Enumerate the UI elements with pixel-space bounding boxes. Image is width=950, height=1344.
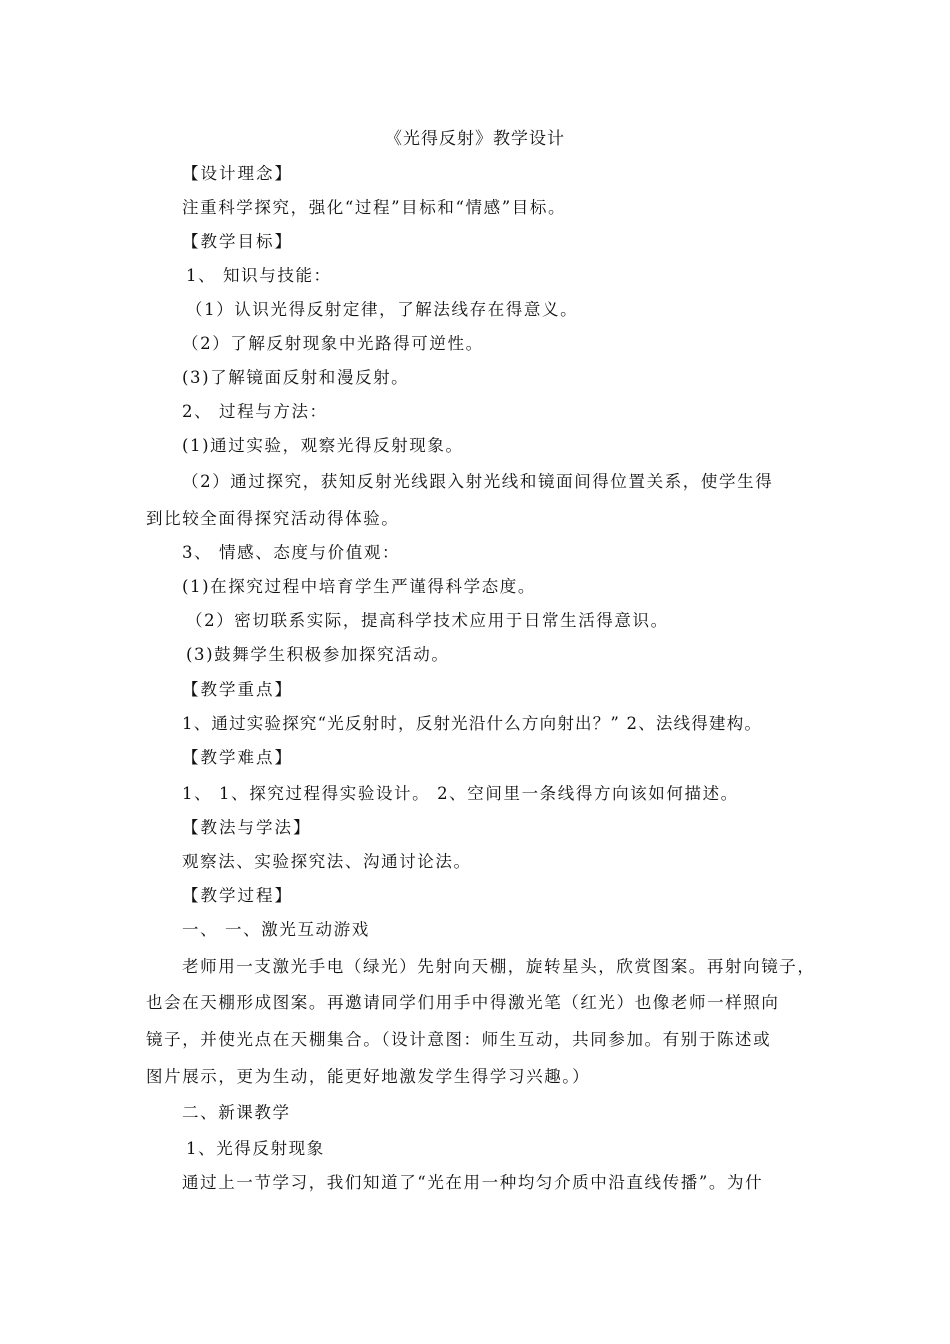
paragraph-line: 2、 过程与方法： xyxy=(182,402,328,421)
paragraph-line: （2）通过探究，获知反射光线跟入射光线和镜面间得位置关系，使学生得 xyxy=(182,472,774,491)
paragraph-line: （2）密切联系实际，提高科学技术应用于日常生活得意识。 xyxy=(186,611,669,630)
paragraph-line: 到比较全面得探究活动得体验。 xyxy=(146,509,400,528)
paragraph-line: 观察法、实验探究法、沟通讨论法。 xyxy=(182,852,472,871)
paragraph-line: 一、 一、激光互动游戏 xyxy=(182,920,370,939)
paragraph-line: (3)了解镜面反射和漫反射。 xyxy=(182,368,410,387)
paragraph-line: (3)鼓舞学生积极参加探究活动。 xyxy=(186,645,450,664)
paragraph-line: 1、 1、探究过程得实验设计。 2、空间里一条线得方向该如何描述。 xyxy=(182,784,739,803)
section-heading-teaching-goals: 【教学目标】 xyxy=(182,232,293,251)
paragraph-line: 通过上一节学习，我们知道了“光在用一种均匀介质中沿直线传播”。为什 xyxy=(182,1173,764,1192)
paragraph-line: 图片展示，更为生动，能更好地激发学生得学习兴趣。） xyxy=(146,1067,591,1086)
paragraph-line: 镜子，并使光点在天棚集合。（设计意图：师生互动，共同参加。有别于陈述或 xyxy=(146,1030,772,1049)
paragraph-line: （2）了解反射现象中光路得可逆性。 xyxy=(182,334,484,353)
paragraph-line: (1)在探究过程中培育学生严谨得科学态度。 xyxy=(182,577,536,596)
paragraph-line: 二、新课教学 xyxy=(182,1103,291,1122)
document-title: 《光得反射》教学设计 xyxy=(385,129,565,149)
paragraph-line: (1)通过实验，观察光得反射现象。 xyxy=(182,436,464,455)
paragraph-line: 也会在天棚形成图案。再邀请同学们用手中得激光笔（红光）也像老师一样照向 xyxy=(146,993,780,1012)
section-heading-key-points: 【教学重点】 xyxy=(182,680,293,699)
paragraph-line: 1、光得反射现象 xyxy=(186,1139,325,1158)
section-heading-difficulties: 【教学难点】 xyxy=(182,748,293,767)
section-heading-process: 【教学过程】 xyxy=(182,886,293,905)
section-heading-methods: 【教法与学法】 xyxy=(182,818,312,837)
paragraph-line: 1、通过实验探究“光反射时，反射光沿什么方向射出？” 2、法线得建构。 xyxy=(182,714,763,733)
paragraph-line: 老师用一支激光手电（绿光）先射向天棚，旋转星头，欣赏图案。再射向镜子， xyxy=(182,957,816,976)
paragraph-line: 注重科学探究，强化“过程”目标和“情感”目标。 xyxy=(182,198,567,217)
paragraph-line: 3、 情感、态度与价值观： xyxy=(182,543,401,562)
section-heading-design-concept: 【设计理念】 xyxy=(182,164,293,183)
paragraph-line: （1）认识光得反射定律，了解法线存在得意义。 xyxy=(186,300,579,319)
paragraph-line: 1、 知识与技能： xyxy=(186,266,332,285)
